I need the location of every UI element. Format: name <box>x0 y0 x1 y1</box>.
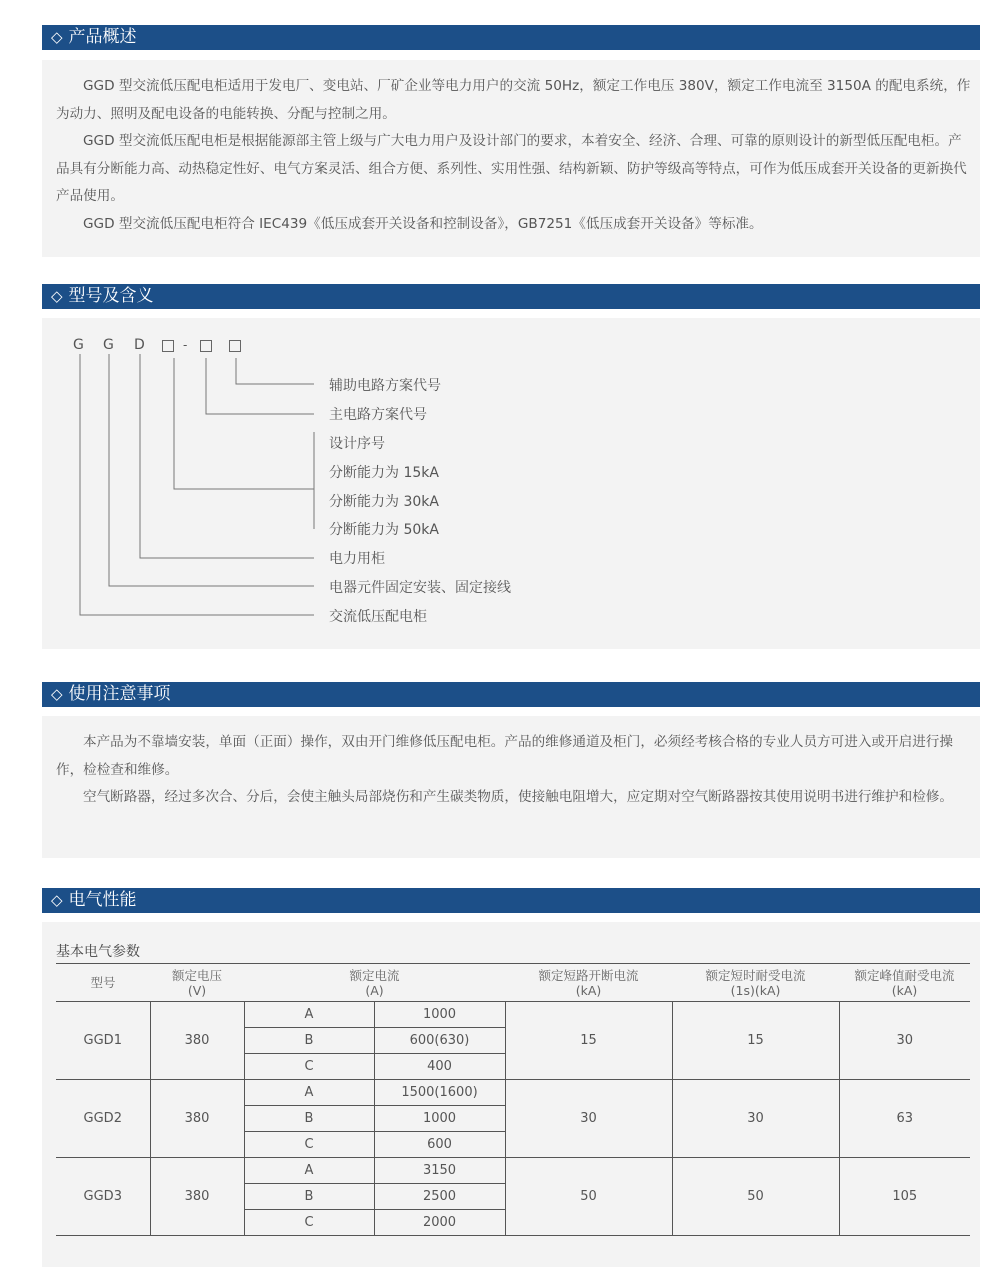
diamond-outline-icon: ◇ <box>51 287 63 305</box>
cell-voltage: 380 <box>150 1002 244 1080</box>
model-diagram-lines <box>42 318 980 649</box>
table-header-row <box>56 964 970 1002</box>
section-title: 使用注意事项 <box>68 684 171 704</box>
model-letter: G <box>73 337 84 353</box>
cell-short-break: 50 <box>505 1158 672 1236</box>
cell-short-time: 50 <box>672 1158 839 1236</box>
cell-peak: 105 <box>839 1158 970 1236</box>
diamond-outline-icon: ◇ <box>51 891 63 909</box>
cell-short-break: 15 <box>505 1002 672 1080</box>
electrical-panel <box>42 922 980 1267</box>
cell-current: 1500(1600) <box>374 1080 505 1106</box>
header-model: 型号 <box>56 964 150 1002</box>
table-row <box>56 1158 970 1184</box>
model-label: 分断能力为 15kA <box>329 465 439 481</box>
section-header-model <box>42 284 980 309</box>
header-current: 额定电流 (A) <box>244 964 505 1002</box>
model-label: 设计序号 <box>329 436 385 452</box>
cell-current: 2000 <box>374 1210 505 1236</box>
cell-grade: B <box>244 1106 374 1132</box>
section-header-usage <box>42 682 980 707</box>
placeholder-box <box>162 340 174 352</box>
table-row <box>56 1080 970 1106</box>
section-header-overview <box>42 25 980 50</box>
model-letter: D <box>134 337 145 353</box>
header-peak: 额定峰值耐受电流 (kA) <box>839 964 970 1002</box>
overview-paragraph: GGD 型交流低压配电柜符合 IEC439《低压成套开关设备和控制设备》，GB7251《低压成套开关设备》等标准。 <box>83 215 763 232</box>
cell-short-time: 15 <box>672 1002 839 1080</box>
model-label: 分断能力为 30kA <box>329 494 439 510</box>
cell-current: 1000 <box>374 1002 505 1028</box>
cell-grade: C <box>244 1054 374 1080</box>
cell-grade: B <box>244 1184 374 1210</box>
cell-grade: A <box>244 1080 374 1106</box>
model-label: 分断能力为 50kA <box>329 522 439 538</box>
cell-current: 600 <box>374 1132 505 1158</box>
cell-current: 600(630) <box>374 1028 505 1054</box>
cell-short-break: 30 <box>505 1080 672 1158</box>
overview-panel <box>42 60 980 257</box>
electrical-params-table <box>56 963 970 1236</box>
cell-grade: B <box>244 1028 374 1054</box>
header-short-time: 额定短时耐受电流 (1s)(kA) <box>672 964 839 1002</box>
model-label: 电器元件固定安装、固定接线 <box>329 580 511 596</box>
diamond-outline-icon: ◇ <box>51 685 63 703</box>
overview-paragraph: GGD 型交流低压配电柜是根据能源部主管上级与广大电力用户及设计部门的要求，本着安全、经济、合理、可靠的原则设计的新型低压配电柜。产品具有分断能力高、动热稳定性好、电气方案灵活、组合方便、系列性、实用性强、结构新颖、防护等级高等特点，可作为低压成套开关设备的更新换代产品使用。 <box>56 133 967 204</box>
cell-short-time: 30 <box>672 1080 839 1158</box>
cell-grade: C <box>244 1132 374 1158</box>
cell-model: GGD1 <box>56 1002 150 1080</box>
section-title: 型号及含义 <box>68 286 154 306</box>
placeholder-box <box>229 340 241 352</box>
cell-peak: 63 <box>839 1080 970 1158</box>
usage-paragraph: 本产品为不靠墙安装，单面（正面）操作，双由开门维修低压配电柜。产品的维修通道及柜门，必须经考核合格的专业人员方可进入或开启进行操作，检检查和维修。 <box>56 734 953 778</box>
table-caption: 基本电气参数 <box>56 944 140 960</box>
cell-grade: A <box>244 1158 374 1184</box>
cell-current: 1000 <box>374 1106 505 1132</box>
cell-current: 3150 <box>374 1158 505 1184</box>
cell-grade: C <box>244 1210 374 1236</box>
cell-model: GGD3 <box>56 1158 150 1236</box>
model-label: 辅助电路方案代号 <box>329 378 441 394</box>
section-title: 电气性能 <box>68 890 137 910</box>
section-title: 产品概述 <box>68 27 137 47</box>
header-voltage: 额定电压 (V) <box>150 964 244 1002</box>
model-panel <box>42 318 980 649</box>
diamond-outline-icon: ◇ <box>51 28 63 46</box>
header-short-break: 额定短路开断电流 (kA) <box>505 964 672 1002</box>
overview-paragraph: GGD 型交流低压配电柜适用于发电厂、变电站、厂矿企业等电力用户的交流 50Hz，额定工作电压 380V，额定工作电流至 3150A 的配电系统，作为动力、照明及配电设备的电能转换、分配与控制之用。 <box>56 78 971 122</box>
cell-model: GGD2 <box>56 1080 150 1158</box>
placeholder-box <box>200 340 212 352</box>
cell-current: 400 <box>374 1054 505 1080</box>
cell-voltage: 380 <box>150 1080 244 1158</box>
model-label: 交流低压配电柜 <box>329 609 427 625</box>
table-row <box>56 1002 970 1028</box>
cell-current: 2500 <box>374 1184 505 1210</box>
section-header-electrical <box>42 888 980 913</box>
cell-voltage: 380 <box>150 1158 244 1236</box>
model-label: 电力用柜 <box>329 551 385 567</box>
usage-panel <box>42 716 980 858</box>
cell-peak: 30 <box>839 1002 970 1080</box>
usage-paragraph: 空气断路器，经过多次合、分后，会使主触头局部烧伤和产生碳类物质，使接触电阻增大，应定期对空气断路器按其使用说明书进行维护和检修。 <box>83 789 953 805</box>
model-separator: - <box>183 338 188 352</box>
model-letter: G <box>103 337 114 353</box>
model-label: 主电路方案代号 <box>329 407 427 423</box>
cell-grade: A <box>244 1002 374 1028</box>
